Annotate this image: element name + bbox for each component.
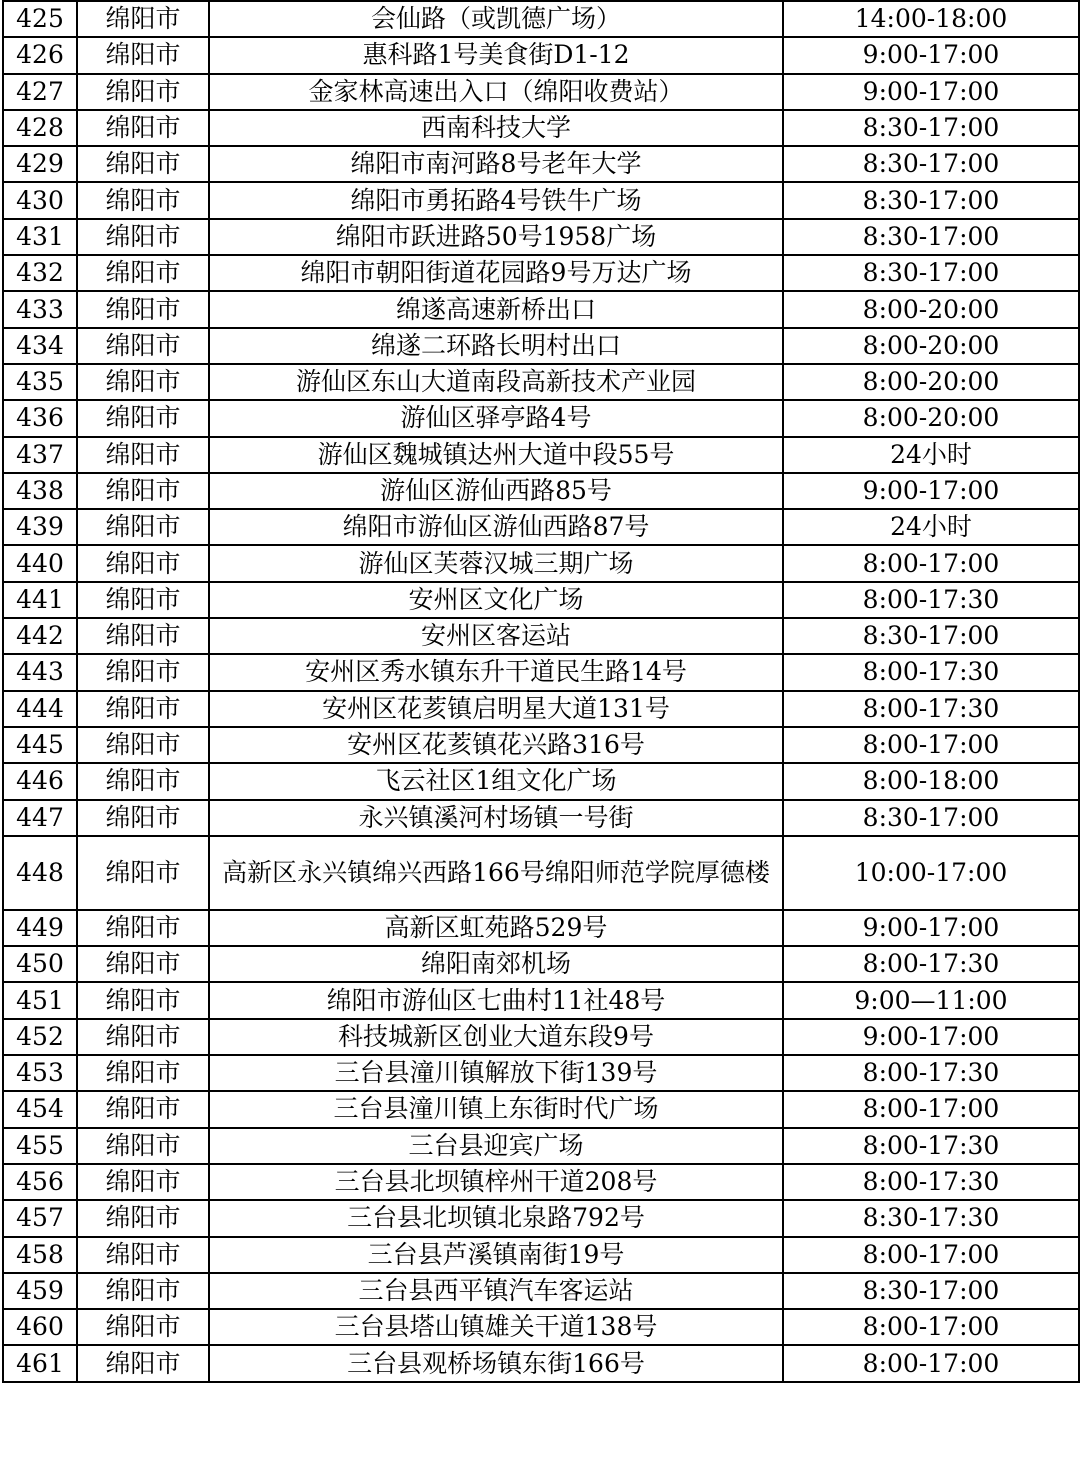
row-hours: 8:30-17:00 [783,110,1079,146]
row-number: 439 [3,509,77,545]
row-address: 西南科技大学 [209,110,783,146]
row-city: 绵阳市 [77,364,209,400]
row-hours: 8:00-20:00 [783,328,1079,364]
row-address: 游仙区芙蓉汉城三期广场 [209,545,783,581]
row-hours: 8:30-17:00 [783,219,1079,255]
row-hours: 8:00-17:30 [783,1128,1079,1164]
row-city: 绵阳市 [77,328,209,364]
table-row [3,1019,1079,1055]
row-number: 446 [3,763,77,799]
row-number: 432 [3,255,77,291]
table-row [3,328,1079,364]
row-city: 绵阳市 [77,182,209,218]
row-hours: 9:00-17:00 [783,37,1079,73]
table-row [3,582,1079,618]
row-number: 450 [3,946,77,982]
row-hours: 8:00-17:30 [783,1055,1079,1091]
table-row [3,74,1079,110]
row-number: 456 [3,1164,77,1200]
row-address: 三台县潼川镇上东街时代广场 [209,1091,783,1127]
row-city: 绵阳市 [77,400,209,436]
row-city: 绵阳市 [77,1200,209,1236]
row-city: 绵阳市 [77,1,209,37]
table-row [3,1128,1079,1164]
row-hours: 24小时 [783,437,1079,473]
row-number: 442 [3,618,77,654]
table-row [3,1309,1079,1345]
table-row [3,1055,1079,1091]
row-city: 绵阳市 [77,654,209,690]
row-number: 458 [3,1237,77,1273]
row-city: 绵阳市 [77,545,209,581]
row-address: 绵遂二环路长明村出口 [209,328,783,364]
row-number: 429 [3,146,77,182]
row-number: 434 [3,328,77,364]
row-address: 三台县北坝镇北泉路792号 [209,1200,783,1236]
row-city: 绵阳市 [77,836,209,910]
row-hours: 8:00-17:00 [783,1091,1079,1127]
row-hours: 9:00—11:00 [783,982,1079,1018]
row-number: 441 [3,582,77,618]
table-row [3,1345,1079,1381]
row-hours: 8:00-17:30 [783,582,1079,618]
row-number: 438 [3,473,77,509]
row-number: 435 [3,364,77,400]
row-city: 绵阳市 [77,509,209,545]
row-hours: 8:00-17:30 [783,691,1079,727]
table-row [3,255,1079,291]
table-row [3,1164,1079,1200]
row-number: 433 [3,291,77,327]
row-city: 绵阳市 [77,473,209,509]
row-address: 安州区秀水镇东升干道民生路14号 [209,654,783,690]
row-address: 安州区花荄镇花兴路316号 [209,727,783,763]
row-address: 游仙区驿亭路4号 [209,400,783,436]
table-row [3,364,1079,400]
row-address: 高新区虹苑路529号 [209,910,783,946]
table-row [3,291,1079,327]
row-address: 绵阳市朝阳街道花园路9号万达广场 [209,255,783,291]
row-number: 449 [3,910,77,946]
row-hours: 9:00-17:00 [783,1019,1079,1055]
row-hours: 8:00-18:00 [783,763,1079,799]
row-address: 金家林高速出入口（绵阳收费站） [209,74,783,110]
table-row [3,946,1079,982]
row-number: 430 [3,182,77,218]
row-hours: 9:00-17:00 [783,473,1079,509]
table-row [3,1,1079,37]
table-row [3,800,1079,836]
row-hours: 8:00-17:00 [783,1237,1079,1273]
row-number: 451 [3,982,77,1018]
row-hours: 8:00-17:00 [783,545,1079,581]
row-address: 绵阳市勇拓路4号铁牛广场 [209,182,783,218]
row-number: 425 [3,1,77,37]
row-city: 绵阳市 [77,727,209,763]
table-row [3,763,1079,799]
table-row [3,1091,1079,1127]
row-city: 绵阳市 [77,1273,209,1309]
row-address: 会仙路（或凯德广场） [209,1,783,37]
row-address: 三台县迎宾广场 [209,1128,783,1164]
row-city: 绵阳市 [77,1019,209,1055]
row-city: 绵阳市 [77,1237,209,1273]
row-number: 455 [3,1128,77,1164]
table-row [3,654,1079,690]
row-number: 427 [3,74,77,110]
row-hours: 9:00-17:00 [783,910,1079,946]
table-row [3,219,1079,255]
row-city: 绵阳市 [77,146,209,182]
row-address: 游仙区东山大道南段高新技术产业园 [209,364,783,400]
row-address: 惠科路1号美食街D1-12 [209,37,783,73]
table-row [3,1200,1079,1236]
row-number: 448 [3,836,77,910]
row-city: 绵阳市 [77,1164,209,1200]
row-address: 高新区永兴镇绵兴西路166号绵阳师范学院厚德楼 [209,836,783,910]
row-city: 绵阳市 [77,982,209,1018]
table-row [3,509,1079,545]
row-number: 452 [3,1019,77,1055]
table-row [3,146,1079,182]
row-address: 三台县潼川镇解放下街139号 [209,1055,783,1091]
row-hours: 8:00-17:00 [783,1345,1079,1381]
row-city: 绵阳市 [77,437,209,473]
row-city: 绵阳市 [77,74,209,110]
row-address: 三台县西平镇汽车客运站 [209,1273,783,1309]
row-hours: 10:00-17:00 [783,836,1079,910]
table-row [3,182,1079,218]
table-row [3,910,1079,946]
row-number: 457 [3,1200,77,1236]
testing-sites-table [2,0,1080,1383]
row-city: 绵阳市 [77,1128,209,1164]
row-address: 安州区花荄镇启明星大道131号 [209,691,783,727]
row-address: 绵阳市南河路8号老年大学 [209,146,783,182]
row-address: 三台县塔山镇雄关干道138号 [209,1309,783,1345]
row-city: 绵阳市 [77,800,209,836]
row-number: 440 [3,545,77,581]
row-number: 443 [3,654,77,690]
row-hours: 8:30-17:00 [783,800,1079,836]
row-hours: 8:30-17:00 [783,146,1079,182]
row-hours: 8:00-17:30 [783,946,1079,982]
row-number: 461 [3,1345,77,1381]
row-number: 447 [3,800,77,836]
row-hours: 14:00-18:00 [783,1,1079,37]
row-address: 游仙区游仙西路85号 [209,473,783,509]
row-city: 绵阳市 [77,691,209,727]
row-number: 436 [3,400,77,436]
table-row [3,400,1079,436]
row-address: 游仙区魏城镇达州大道中段55号 [209,437,783,473]
table-row [3,691,1079,727]
row-address: 绵遂高速新桥出口 [209,291,783,327]
table-body [3,1,1079,1382]
table-row [3,836,1079,910]
row-hours: 8:00-17:30 [783,1164,1079,1200]
row-number: 437 [3,437,77,473]
row-hours: 8:00-20:00 [783,291,1079,327]
row-hours: 24小时 [783,509,1079,545]
table-row [3,437,1079,473]
table-row [3,982,1079,1018]
row-address: 永兴镇溪河村场镇一号街 [209,800,783,836]
row-number: 431 [3,219,77,255]
row-city: 绵阳市 [77,1345,209,1381]
row-hours: 8:30-17:00 [783,182,1079,218]
row-hours: 8:30-17:00 [783,618,1079,654]
row-city: 绵阳市 [77,291,209,327]
row-city: 绵阳市 [77,763,209,799]
row-city: 绵阳市 [77,1091,209,1127]
row-address: 绵阳市游仙区游仙西路87号 [209,509,783,545]
row-city: 绵阳市 [77,219,209,255]
row-hours: 8:30-17:30 [783,1200,1079,1236]
table-row [3,473,1079,509]
row-number: 460 [3,1309,77,1345]
table-row [3,545,1079,581]
row-hours: 9:00-17:00 [783,74,1079,110]
table-row [3,37,1079,73]
row-city: 绵阳市 [77,618,209,654]
row-number: 428 [3,110,77,146]
row-number: 445 [3,727,77,763]
table-row [3,110,1079,146]
table-row [3,727,1079,763]
table-row [3,1273,1079,1309]
row-city: 绵阳市 [77,255,209,291]
row-hours: 8:30-17:00 [783,1273,1079,1309]
row-address: 科技城新区创业大道东段9号 [209,1019,783,1055]
row-address: 飞云社区1组文化广场 [209,763,783,799]
row-hours: 8:00-17:00 [783,727,1079,763]
row-address: 绵阳市跃进路50号1958广场 [209,219,783,255]
row-city: 绵阳市 [77,110,209,146]
row-number: 459 [3,1273,77,1309]
row-city: 绵阳市 [77,910,209,946]
row-address: 三台县观桥场镇东街166号 [209,1345,783,1381]
row-address: 三台县芦溪镇南街19号 [209,1237,783,1273]
row-number: 453 [3,1055,77,1091]
row-city: 绵阳市 [77,582,209,618]
row-city: 绵阳市 [77,1055,209,1091]
table-row [3,1237,1079,1273]
row-hours: 8:00-20:00 [783,400,1079,436]
row-hours: 8:00-17:30 [783,654,1079,690]
row-city: 绵阳市 [77,946,209,982]
row-hours: 8:00-20:00 [783,364,1079,400]
row-address: 三台县北坝镇梓州干道208号 [209,1164,783,1200]
row-address: 绵阳南郊机场 [209,946,783,982]
row-address: 安州区文化广场 [209,582,783,618]
row-number: 454 [3,1091,77,1127]
table-row [3,618,1079,654]
row-number: 444 [3,691,77,727]
row-address: 绵阳市游仙区七曲村11社48号 [209,982,783,1018]
row-city: 绵阳市 [77,1309,209,1345]
row-number: 426 [3,37,77,73]
row-hours: 8:30-17:00 [783,255,1079,291]
row-city: 绵阳市 [77,37,209,73]
row-hours: 8:00-17:00 [783,1309,1079,1345]
row-address: 安州区客运站 [209,618,783,654]
